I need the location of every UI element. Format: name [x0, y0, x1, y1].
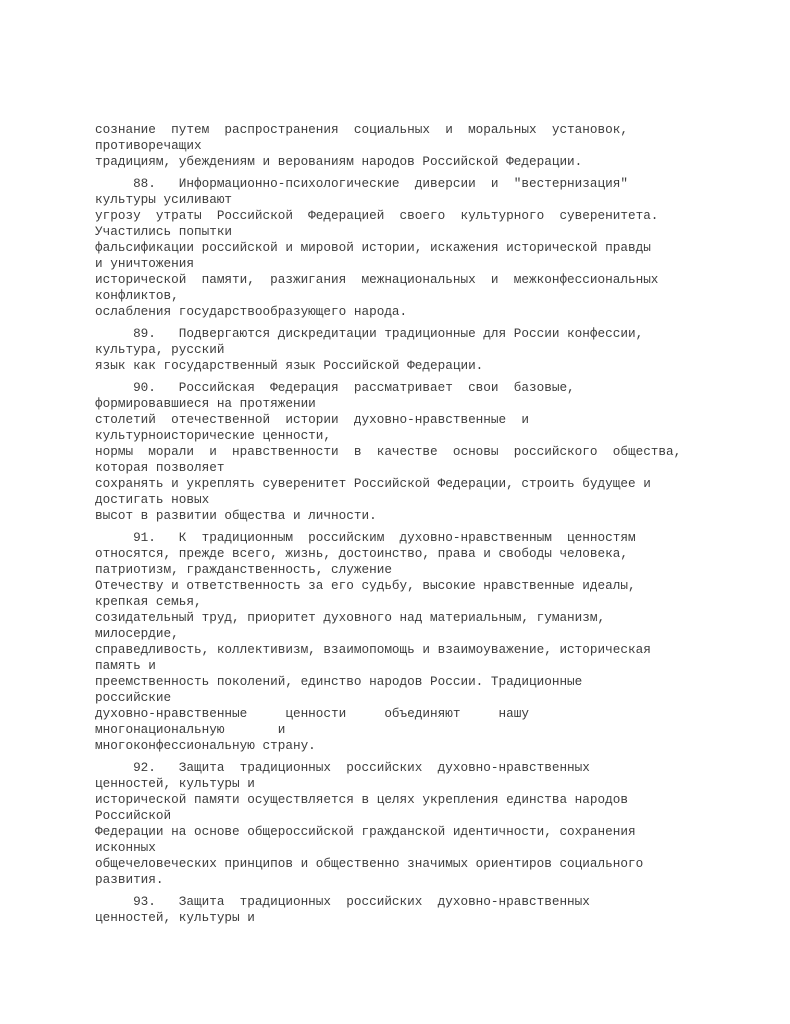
text-line: преемственность поколений, единство народов России. Традиционные — [95, 674, 583, 689]
paragraph-91 — [95, 530, 700, 754]
text-line: культурноисторические ценности, — [95, 428, 332, 443]
text-line: 91. К традиционным российским духовно-нравственным ценностям — [95, 530, 636, 545]
text-line: противоречащих — [95, 138, 202, 153]
text-line: фальсификации российской и мировой истории, искажения исторической правды — [95, 240, 651, 255]
text-line: справедливость, коллективизм, взаимопомощь и взаимоуважение, историческая — [95, 642, 651, 657]
paragraph-88 — [95, 176, 700, 320]
text-line: Участились попытки — [95, 224, 233, 239]
text-line: российские — [95, 690, 172, 705]
text-line: многоконфессиональную страну. — [95, 738, 316, 753]
text-line: культуры усиливают — [95, 192, 233, 207]
text-line: формировавшиеся на протяжении — [95, 396, 316, 411]
text-line: развития. — [95, 872, 164, 887]
text-line: конфликтов, — [95, 288, 179, 303]
text-line: 88. Информационно-психологические диверсии и "вестернизация" — [95, 176, 628, 191]
text-line: язык как государственный язык Российской Федерации. — [95, 358, 484, 373]
text-line: культура, русский — [95, 342, 225, 357]
text-line: Отечеству и ответственность за его судьбу, высокие нравственные идеалы, — [95, 578, 636, 593]
text-line: исконных — [95, 840, 156, 855]
text-line: и уничтожения — [95, 256, 194, 271]
text-line: нормы морали и нравственности в качестве основы российского общества, — [95, 444, 682, 459]
text-line: ценностей, культуры и — [95, 910, 255, 925]
text-line: ослабления государствообразующего народа. — [95, 304, 408, 319]
text-line: многонациональную и — [95, 722, 286, 737]
paragraph-93 — [95, 894, 700, 926]
text-line: достигать новых — [95, 492, 210, 507]
text-line: патриотизм, гражданственность, служение — [95, 562, 392, 577]
text-line: исторической памяти, разжигания межнациональных и межконфессиональных — [95, 272, 659, 287]
text-line: 92. Защита традиционных российских духовно-нравственных — [95, 760, 590, 775]
text-line: относятся, прежде всего, жизнь, достоинство, права и свободы человека, — [95, 546, 628, 561]
text-line: крепкая семья, — [95, 594, 202, 609]
text-line: сохранять и укреплять суверенитет Российской Федерации, строить будущее и — [95, 476, 651, 491]
text-line: созидательный труд, приоритет духовного над материальным, гуманизм, — [95, 610, 606, 625]
text-line: общечеловеческих принципов и общественно значимых ориентиров социального — [95, 856, 644, 871]
text-line: которая позволяет — [95, 460, 225, 475]
text-line: столетий отечественной истории духовно-нравственные и — [95, 412, 529, 427]
text-line: высот в развитии общества и личности. — [95, 508, 377, 523]
text-line: Российской — [95, 808, 172, 823]
text-line: 93. Защита традиционных российских духовно-нравственных — [95, 894, 590, 909]
text-line: Федерации на основе общероссийской гражданской идентичности, сохранения — [95, 824, 636, 839]
text-line: духовно-нравственные ценности объединяют нашу — [95, 706, 529, 721]
text-line: исторической памяти осуществляется в целях укрепления единства народов — [95, 792, 628, 807]
text-line: память и — [95, 658, 156, 673]
text-line: сознание путем распространения социальных и моральных установок, — [95, 122, 628, 137]
text-line: милосердие, — [95, 626, 179, 641]
text-line: традициям, убеждениям и верованиям народов Российской Федерации. — [95, 154, 583, 169]
paragraph-continuation — [95, 122, 700, 170]
text-line: угрозу утраты Российской Федерацией своего культурного суверенитета. — [95, 208, 659, 223]
document-body — [95, 122, 700, 926]
paragraph-90 — [95, 380, 700, 524]
paragraph-89 — [95, 326, 700, 374]
text-line: ценностей, культуры и — [95, 776, 255, 791]
paragraph-92 — [95, 760, 700, 888]
text-line: 90. Российская Федерация рассматривает свои базовые, — [95, 380, 575, 395]
text-line: 89. Подвергаются дискредитации традиционные для России конфессии, — [95, 326, 644, 341]
